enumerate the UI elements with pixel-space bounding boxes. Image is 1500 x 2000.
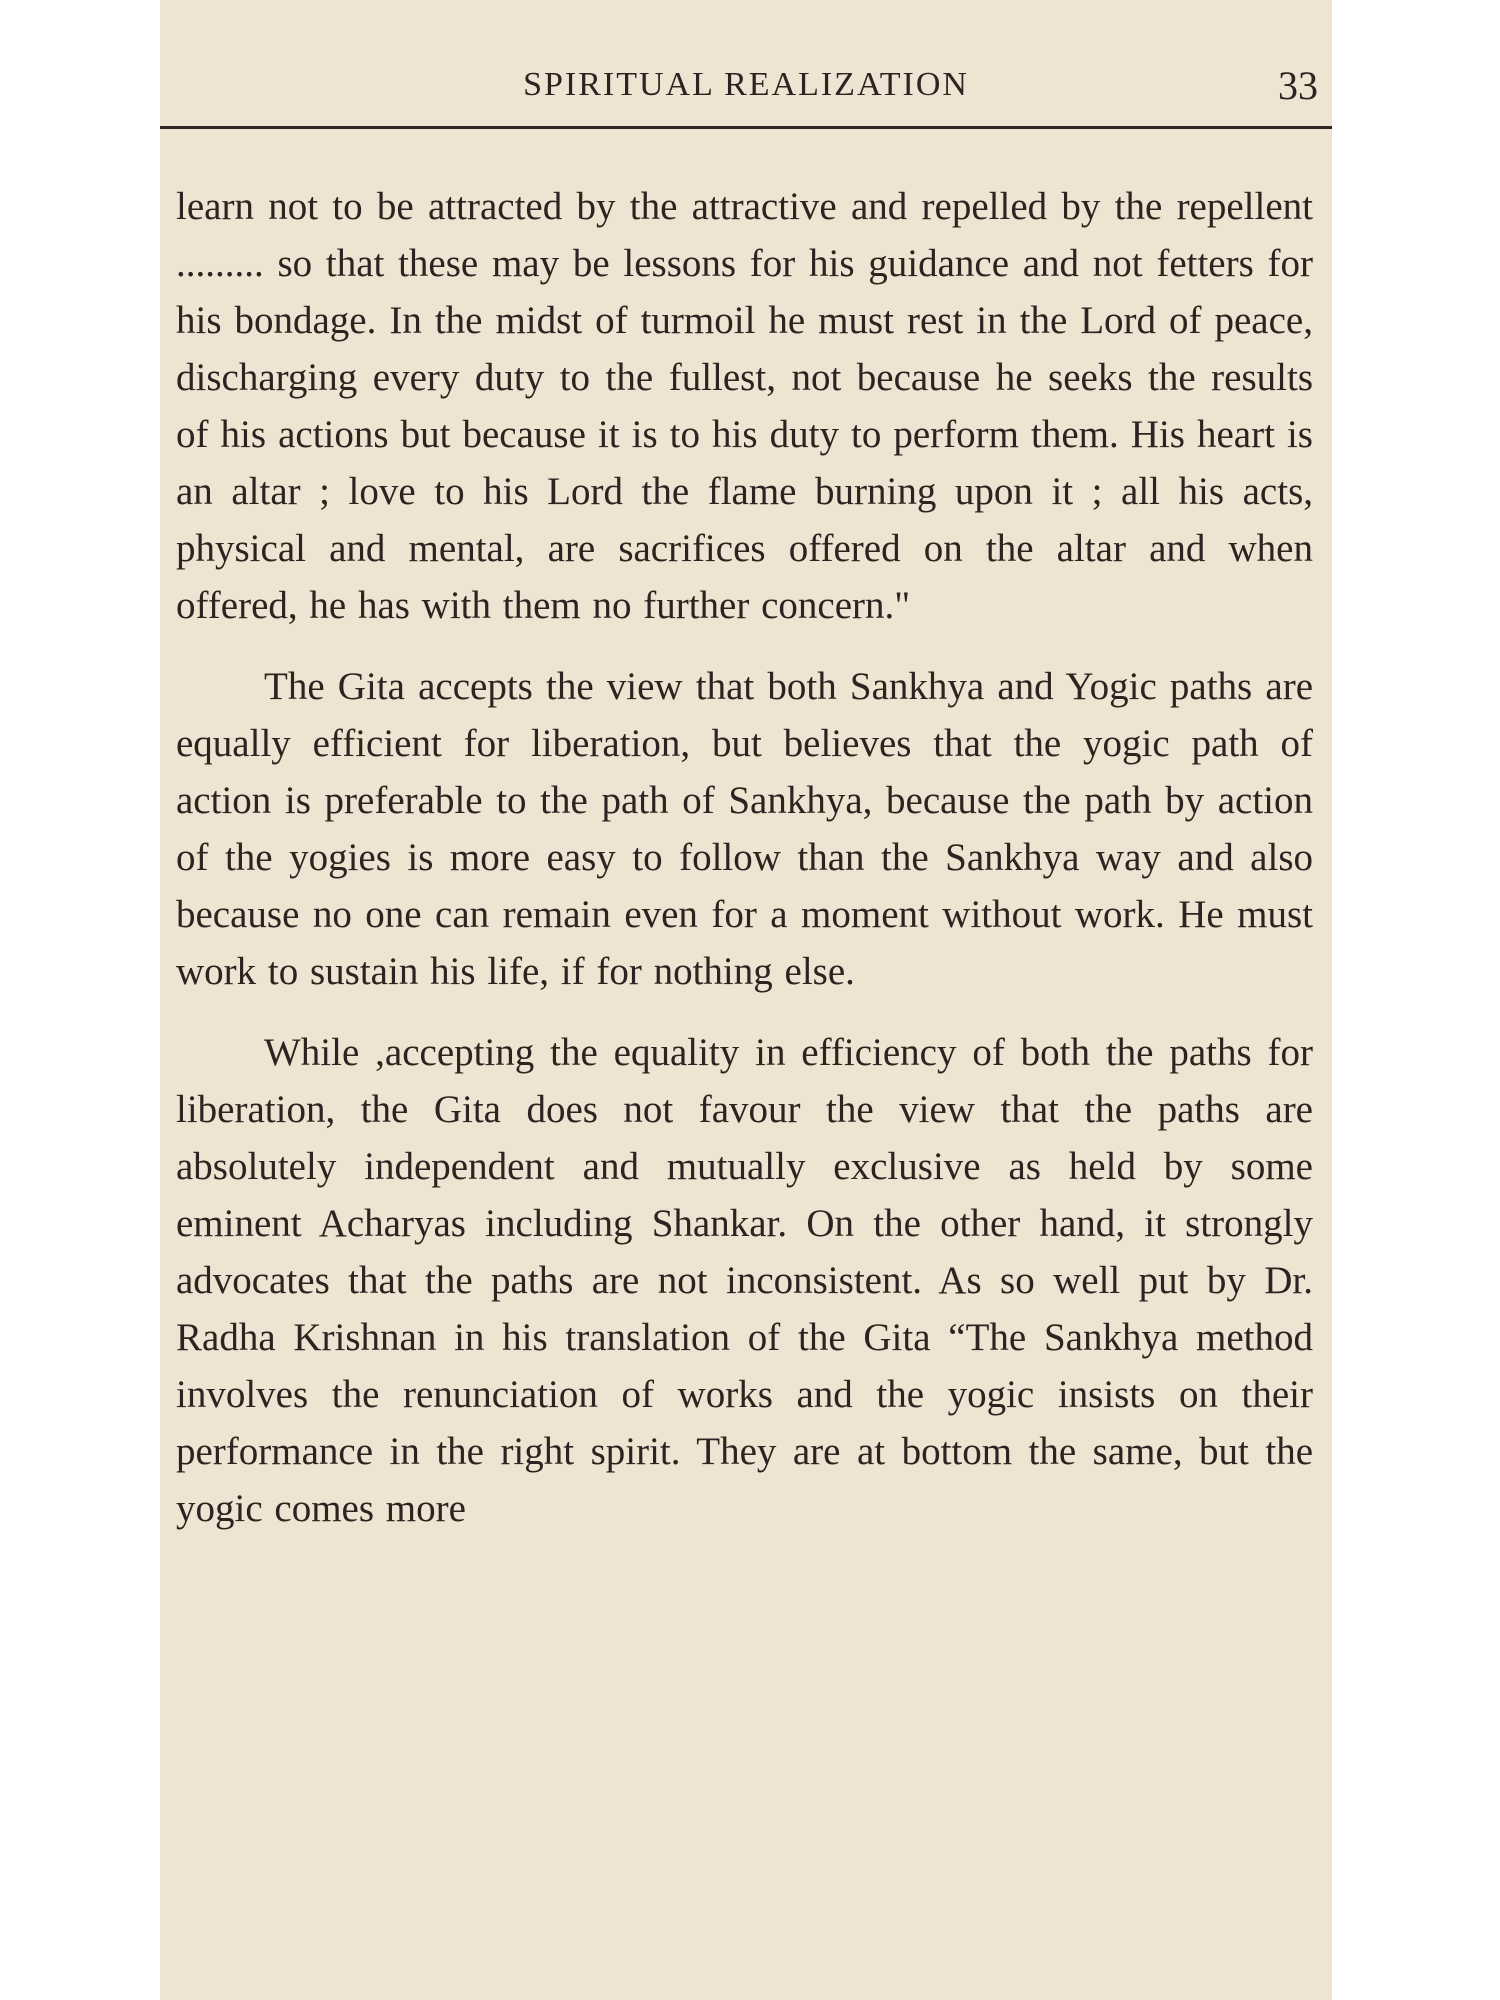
paragraph-gita-accepts: The Gita accepts the view that both Sankhya and Yogic paths are equally efficient for liberation, but believes that the yogic path of action is preferable to the path of Sankhya, because the path by action of the yogies is more easy to follow than the Sankhya way and also because no one can remain even for a moment without work. He must work to sustain his life, if for nothing else.: [176, 665, 1313, 993]
book-page: [160, 0, 1332, 2000]
page-header: [160, 60, 1332, 129]
paragraph-continuation: learn not to be attracted by the attractive and repelled by the repellent ......... so that these may be lessons for his guidance and not fetters for his bondage. In the midst of turmoil he must rest in the Lord of peace, discharging every duty to the fullest, not because he seeks the results of his actions but because it is to his duty to perform them. His heart is an altar ; love to his Lord the flame burning upon it ; all his acts, physical and mental, are sacrifices offered on the altar and when offered, he has with them no further concern.": [176, 185, 1313, 627]
page-number: 33: [1278, 63, 1318, 108]
paragraph-while-accepting: While ,accepting the equality in efficiency of both the paths for liberation, the Gita does not favour the view that the paths are absolutely independent and mutually exclusive as held by some eminent Acharyas including Shankar. On the other hand, it strongly advocates that the paths are not inconsistent. As so well put by Dr. Radha Krishnan in his translation of the Gita “The Sankhya method involves the renunciation of works and the yogic insists on their performance in the right spirit. They are at bottom the same, but the yogic comes more: [176, 1031, 1313, 1530]
body-text: [176, 178, 1313, 1537]
running-title: SPIRITUAL REALIZATION: [523, 66, 969, 103]
